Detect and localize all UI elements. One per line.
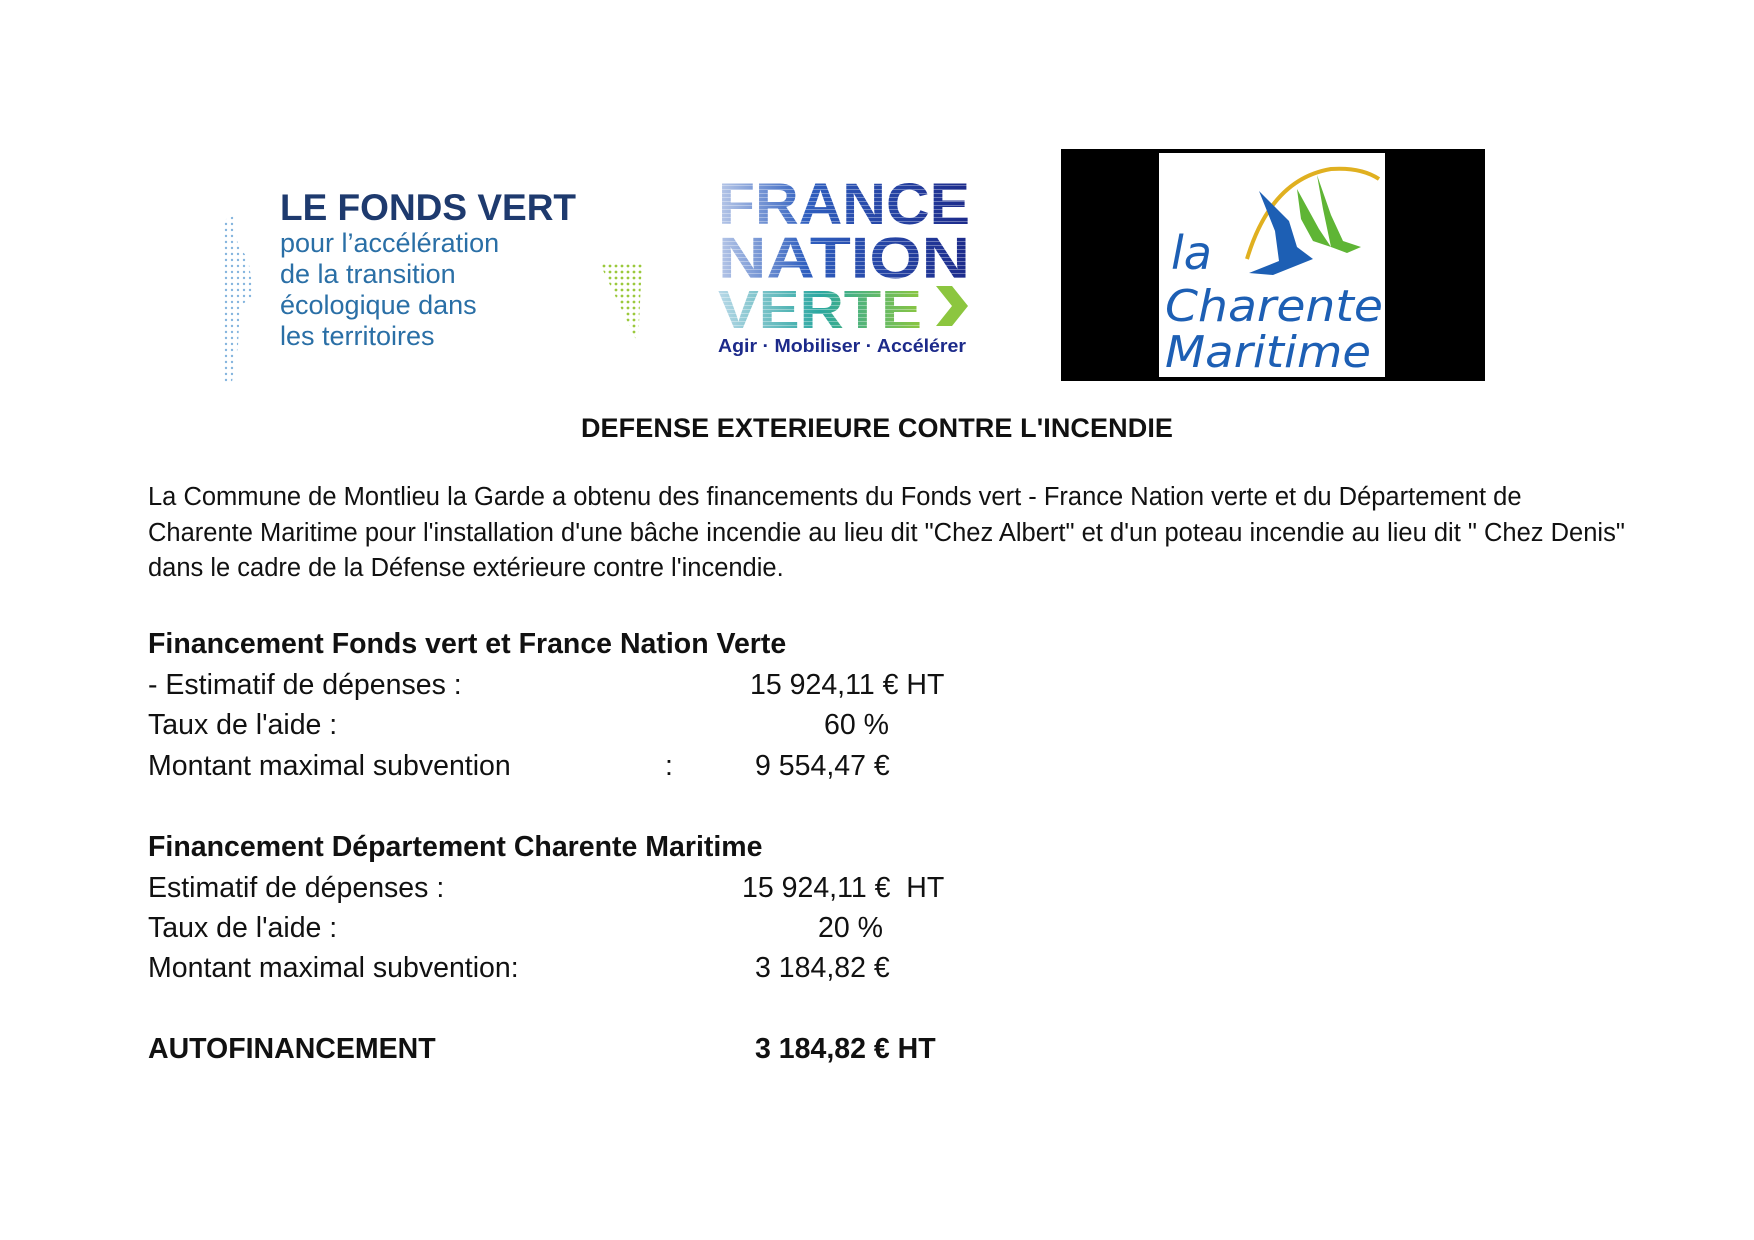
row-estimatif-1 xyxy=(148,669,1048,709)
fonds-vert-title: LE FONDS VERT xyxy=(280,187,577,228)
row-value: 60 % xyxy=(824,709,889,741)
cm-line-charente: Charente xyxy=(1165,281,1383,332)
row-montant-1 xyxy=(148,750,1048,790)
charente-maritime-logo-graphic xyxy=(1061,149,1485,381)
row-value: 15 924,11 € HT xyxy=(742,872,945,904)
row-label: Taux de l'aide : xyxy=(148,709,338,741)
row-value: 9 554,47 € xyxy=(755,750,890,782)
row-montant-2 xyxy=(148,952,1048,992)
fonds-vert-line: les territoires xyxy=(280,321,435,351)
intro-paragraph: La Commune de Montlieu la Garde a obtenu des financements du Fonds vert - France Nation verte et du Département de Charente Maritime pour l'installation d'une bâche incendie au lieu dit "Chez Albert" et d'un poteau incendie au lieu dit " Chez Denis" dans le cadre de la Défense extérieure contre l'incendie. xyxy=(148,483,1625,582)
france-nation-verte-logo xyxy=(716,178,978,358)
row-taux-1 xyxy=(148,709,1048,749)
autofinancement-label: AUTOFINANCEMENT xyxy=(148,1033,436,1065)
row-label: Montant maximal subvention xyxy=(148,750,511,782)
row-taux-2 xyxy=(148,912,1048,952)
autofinancement-value: 3 184,82 € HT xyxy=(755,1033,936,1065)
fonds-vert-line: de la transition xyxy=(280,259,456,289)
fonds-vert-line: écologique dans xyxy=(280,290,477,320)
fonds-vert-logo xyxy=(218,186,646,384)
row-value: 15 924,11 € HT xyxy=(750,669,945,701)
row-label: Taux de l'aide : xyxy=(148,912,338,944)
cm-line-maritime: Maritime xyxy=(1165,327,1371,378)
row-label: Estimatif de dépenses : xyxy=(148,872,445,904)
row-colon: : xyxy=(665,750,673,782)
france-nation-verte-logo-graphic xyxy=(716,178,978,358)
cm-line-la: la xyxy=(1171,226,1212,280)
document-title: DEFENSE EXTERIEURE CONTRE L'INCENDIE xyxy=(580,413,1174,443)
row-value: 20 % xyxy=(818,912,883,944)
row-autofinancement xyxy=(148,1033,1048,1073)
row-label: - Estimatif de dépenses : xyxy=(148,669,462,701)
row-value: 3 184,82 € xyxy=(755,952,890,984)
fnv-tagline: Agir · Mobiliser · Accélérer xyxy=(718,336,966,356)
section-heading-departement: Financement Département Charente Maritime xyxy=(148,831,763,863)
section-heading-fonds-vert: Financement Fonds vert et France Nation Verte xyxy=(148,628,787,660)
row-label: Montant maximal subvention: xyxy=(148,952,519,984)
fonds-vert-logo-graphic xyxy=(218,186,646,384)
charente-maritime-logo xyxy=(1061,149,1485,381)
fonds-vert-line: pour l’accélération xyxy=(280,228,500,258)
row-estimatif-2 xyxy=(148,872,1048,912)
